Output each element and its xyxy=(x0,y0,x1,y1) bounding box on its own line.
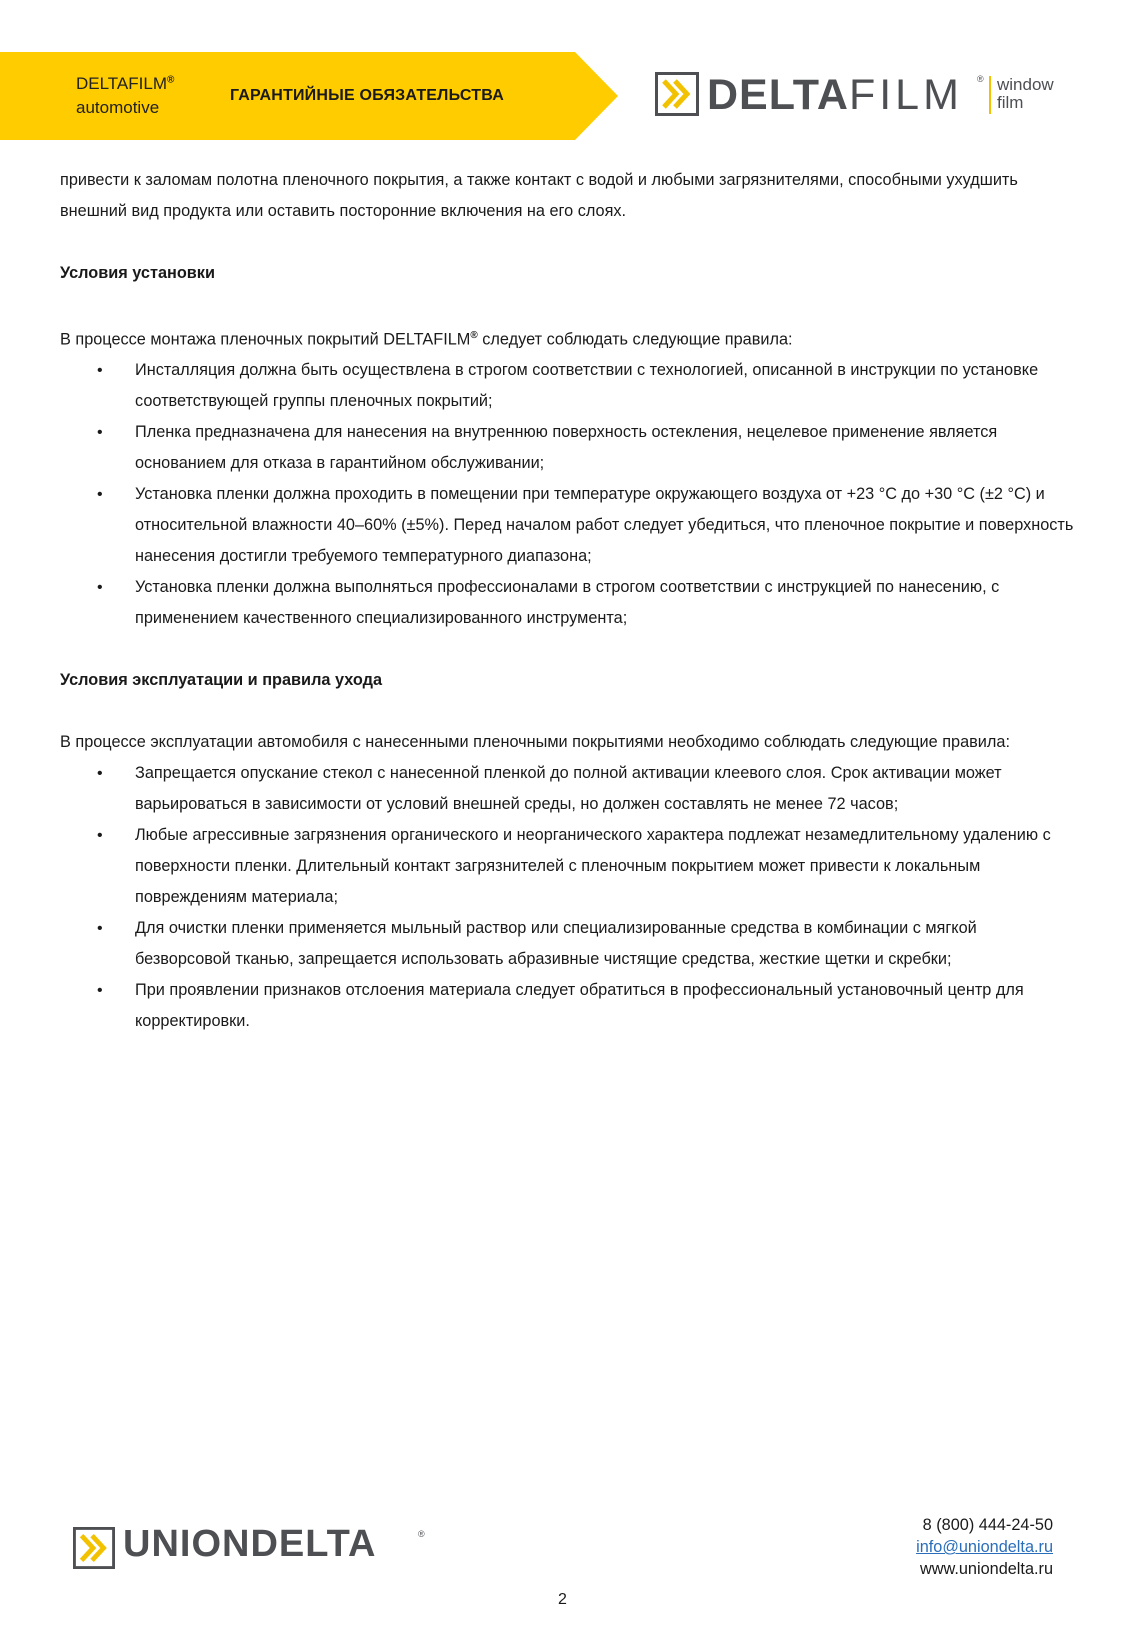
section-heading-operation: Условия эксплуатации и правила ухода xyxy=(60,671,383,690)
list-item: • Установка пленки должна проходить в помещении при температуре окружающего воздуха от +23 °С до +30 °С (±2 °С) и относительной влажности 40–60% (±5%). Перед началом работ следует убедиться, что пленочное покрытие и поверхность нанесения достигли требуемого температурного диапазона; xyxy=(60,479,1075,572)
email-link[interactable]: info@uniondelta.ru xyxy=(916,1538,1053,1556)
bullet-icon: • xyxy=(97,579,103,597)
section-lead-operation: В процессе эксплуатации автомобиля с нанесенными пленочными покрытиями необходимо соблюдать следующие правила: xyxy=(60,733,1010,752)
list-item: • Запрещается опускание стекол с нанесенной пленкой до полной активации клеевого слоя. Срок активации может варьироваться в зависимости от условий внешней среды, но должен составлять не менее 72 часов; xyxy=(60,758,1075,820)
installation-rules-list xyxy=(60,355,1075,634)
document-title: ГАРАНТИЙНЫЕ ОБЯЗАТЕЛЬСТВА xyxy=(230,87,504,104)
uniondelta-wordmark: UNIONDELTA xyxy=(123,1523,377,1565)
list-item: • Любые агрессивные загрязнения органического и неорганического характера подлежат незамедлительному удалению с поверхности пленки. Длительный контакт загрязнителей с пленочным покрытием может привести к локальным повреждениям материала; xyxy=(60,820,1075,913)
page-number: 2 xyxy=(558,1591,567,1608)
list-item: • Для очистки пленки применяется мыльный раствор или специализированные средства в комбинации с мягкой безворсовой тканью, запрещается использовать абразивные чистящие средства, жесткие щетки и скребки; xyxy=(60,913,1075,975)
website-text: www.uniondelta.ru xyxy=(919,1560,1053,1578)
list-item: • Установка пленки должна выполняться профессионалами в строгом соответствии с инструкцией по нанесению, с применением качественного специализированного инструмента; xyxy=(60,572,1075,634)
section-lead-installation: В процессе монтажа пленочных покрытий DELTAFILM® следует соблюдать следующие правила: xyxy=(60,330,793,349)
document-body xyxy=(60,165,1075,1037)
phone-number: 8 (800) 444-24-50 xyxy=(922,1516,1053,1534)
deltafilm-chevron-icon xyxy=(655,72,699,116)
bullet-icon: • xyxy=(97,982,103,1000)
bullet-icon: • xyxy=(97,424,103,442)
section-heading-installation: Условия установки xyxy=(60,264,215,282)
bullet-icon: • xyxy=(97,827,103,845)
logo-divider xyxy=(989,76,991,114)
list-item: • Пленка предназначена для нанесения на внутреннюю поверхность остекления, нецелевое применение является основанием для отказа в гарантийном обслуживании; xyxy=(60,417,1075,479)
bullet-icon: • xyxy=(97,920,103,938)
deltafilm-wordmark: DELTAFILM xyxy=(707,71,963,119)
bullet-icon: • xyxy=(97,362,103,380)
contact-block xyxy=(916,1514,1053,1580)
brand-subtitle: automotive xyxy=(76,98,160,117)
logo-registered-mark: ® xyxy=(977,74,984,84)
brand-name: DELTAFILM® xyxy=(76,74,175,93)
bullet-icon: • xyxy=(97,765,103,783)
operation-rules-list xyxy=(60,758,1075,1037)
list-item: • Инсталляция должна быть осуществлена в строгом соответствии с технологией, описанной в инструкции по установке соответствующей группы пленочных покрытий; xyxy=(60,355,1075,417)
list-item: • При проявлении признаков отслоения материала следует обратиться в профессиональный установочный центр для корректировки. xyxy=(60,975,1075,1037)
logo-subtitle: window film xyxy=(997,75,1054,112)
intro-paragraph: привести к заломам полотна пленочного покрытия, а также контакт с водой и любыми загрязнителями, способными ухудшить внешний вид продукта или оставить посторонние включения на его слоях. xyxy=(60,171,1018,220)
uniondelta-chevron-icon xyxy=(73,1527,115,1569)
bullet-icon: • xyxy=(97,486,103,504)
footer-registered-mark: ® xyxy=(418,1529,425,1539)
